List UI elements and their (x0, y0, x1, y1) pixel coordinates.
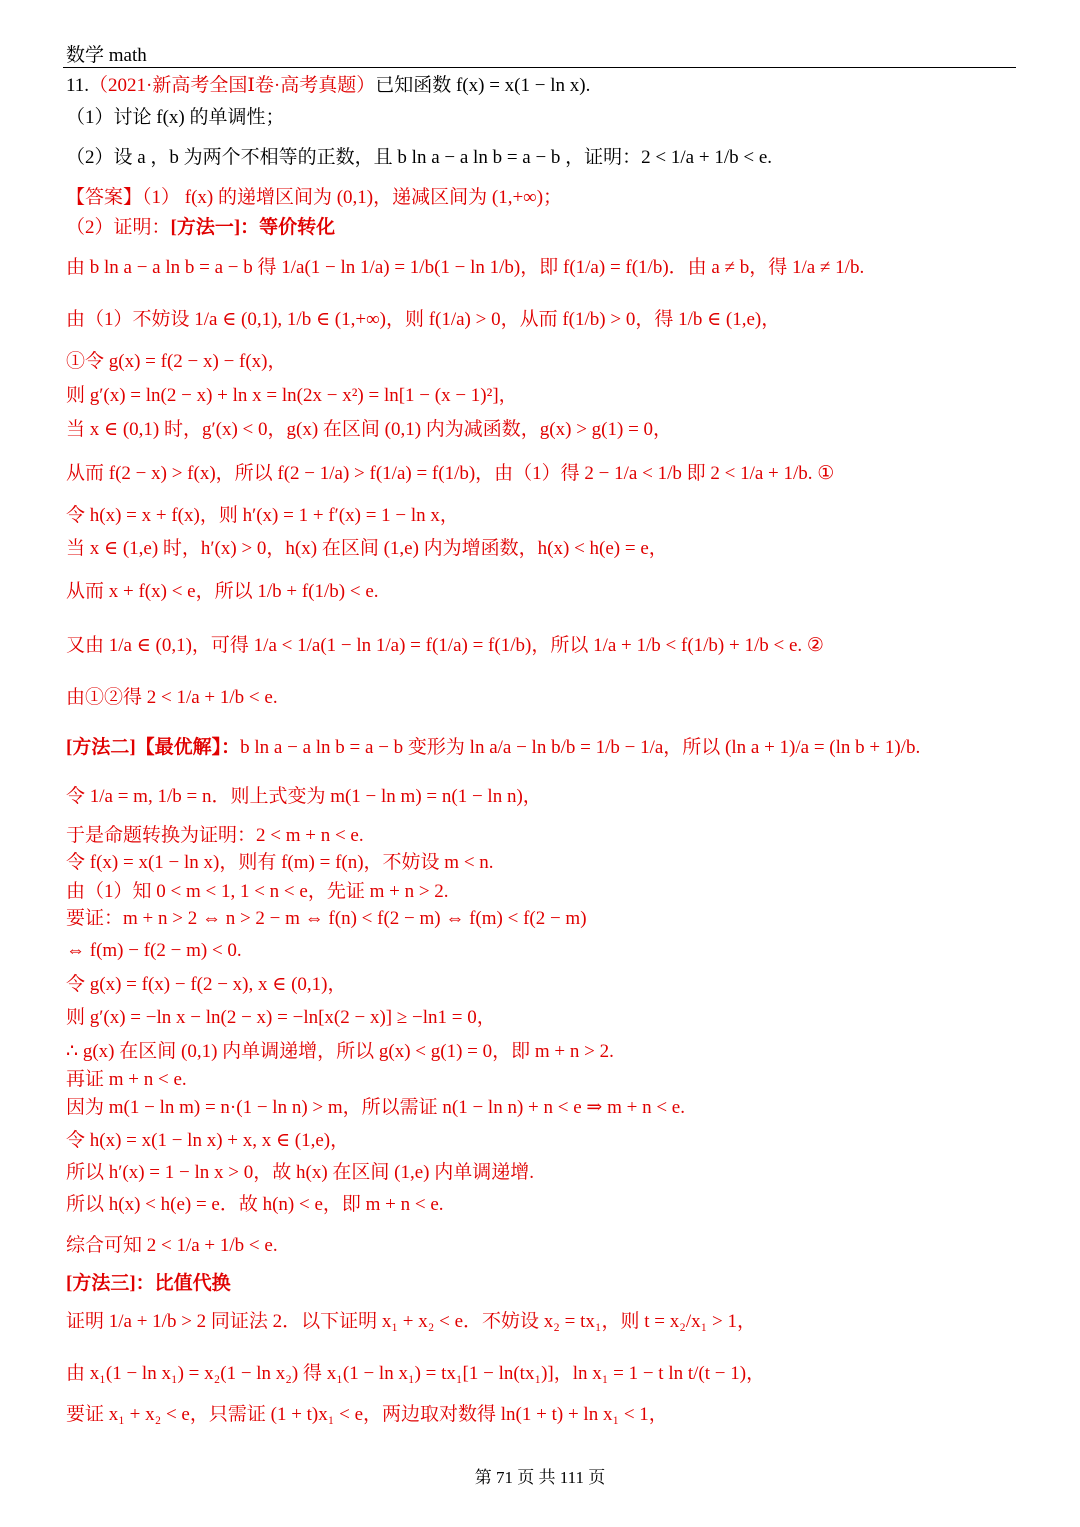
text-segment: （2021·新高考全国Ⅰ卷·高考真题） (89, 75, 376, 96)
text-line (66, 939, 242, 963)
text-line (66, 146, 772, 170)
text-line (66, 1096, 685, 1120)
text-line (66, 1362, 765, 1386)
text-line (66, 1403, 668, 1427)
text-line (66, 973, 346, 997)
text-segment: 则 g′(x) = −ln x − ln(2 − x) = −ln[x(2 − x)] ≥ −ln1 = 0， (66, 1007, 496, 1028)
text-line (66, 186, 562, 210)
text-line (66, 537, 668, 561)
text-line (66, 1006, 496, 1030)
text-segment: 由 b ln a − a ln b = a − b 得 1/a(1 − ln 1/a) = 1/b(1 − ln 1/b)，即 f(1/a) = f(1/b)．由 a ≠ b，得 1/a ≠ 1/b. (66, 257, 865, 278)
text-segment: ①令 g(x) = f(2 − x) − f(x)， (66, 351, 287, 372)
text-line (66, 1272, 231, 1296)
text-line (66, 350, 287, 374)
text-line (66, 216, 335, 240)
text-segment: 所以 h′(x) = 1 − ln x > 0，故 h(x) 在区间 (1,e) 内单调递增. (66, 1162, 534, 1183)
text-segment: 11. (66, 75, 90, 96)
text-line (66, 256, 864, 280)
text-line (66, 1040, 614, 1064)
text-line (66, 686, 278, 710)
text-line (66, 1234, 278, 1258)
text-segment: 从而 f(2 − x) > f(x)，所以 f(2 − 1/a) > f(1/a) = f(1/b)，由（1）得 2 − 1/a < 1/b 即 2 < 1/a + 1/b. ① (66, 463, 835, 484)
text-segment: 令 1/a = m, 1/b = n．则上式变为 m(1 − ln m) = n(1 − ln n)， (66, 786, 542, 807)
text-line (66, 736, 920, 760)
text-segment: 所以 h(x) < h(e) = e．故 h(n) < e，即 m + n < e. (66, 1194, 444, 1215)
text-line (66, 1193, 444, 1217)
text-line (66, 634, 824, 658)
text-segment: 令 g(x) = f(x) − f(2 − x), x ∈ (0,1)， (66, 974, 347, 995)
text-segment: 当 x ∈ (0,1) 时，g′(x) < 0，g(x) 在区间 (0,1) 内为减函数，g(x) > g(1) = 0， (66, 419, 673, 440)
text-segment: 令 h(x) = x + f(x)，则 h′(x) = 1 + f′(x) = 1 − ln x， (66, 505, 459, 526)
text-segment: 则 g′(x) = ln(2 − x) + ln x = ln(2x − x²) = ln[1 − (x − 1)²]， (66, 385, 518, 406)
text-line (66, 1161, 534, 1185)
text-line (66, 384, 518, 408)
text-segment: （2）设 a ，b 为两个不相等的正数，且 b ln a − a ln b = a − b ，证明：2 < 1/a + 1/b < e. (66, 147, 773, 168)
text-segment: 令 h(x) = x(1 − ln x) + x, x ∈ (1,e)， (66, 1130, 350, 1151)
text-line (66, 880, 449, 904)
text-line (66, 824, 364, 848)
text-segment: 证明 1/a + 1/b > 2 同证法 2．以下证明 x₁ + x₂ < e．不妨设 x₂ = tx₁，则 t = x₂/x₁ > 1， (66, 1311, 757, 1332)
text-segment: 由①②得 2 < 1/a + 1/b < e. (66, 687, 278, 708)
text-segment: 于是命题转换为证明：2 < m + n < e. (66, 825, 364, 846)
text-segment: 综合可知 2 < 1/a + 1/b < e. (66, 1235, 278, 1256)
text-segment: 从而 x + f(x) < e，所以 1/b + f(1/b) < e. (66, 581, 379, 602)
text-segment: 要证：m + n > 2 ⇔ n > 2 − m ⇔ f(n) < f(2 − m) ⇔ f(m) < f(2 − m) (66, 908, 587, 929)
text-segment: ∴ g(x) 在区间 (0,1) 内单调递增，所以 g(x) < g(1) = 0，即 m + n > 2. (66, 1041, 614, 1062)
text-segment: 由 x₁(1 − ln x₁) = x₂(1 − ln x₂) 得 x₁(1 − ln x₁) = tx₁[1 − ln(tx₁)]，ln x₁ = 1 − t ln t/(t − 1)， (66, 1363, 766, 1384)
text-segment: 因为 m(1 − ln m) = n·(1 − ln n) > m，所以需证 n(1 − ln n) + n < e ⇒ m + n < e. (66, 1097, 685, 1118)
text-segment: 由（1）知 0 < m < 1, 1 < n < e，先证 m + n > 2. (66, 881, 449, 902)
text-segment: （2）证明： (66, 217, 171, 238)
text-line (66, 1068, 187, 1092)
text-segment: 已知函数 f(x) = x(1 − ln x). (375, 75, 591, 96)
text-line (66, 785, 542, 809)
header-rule (63, 67, 1016, 68)
text-segment: 又由 1/a ∈ (0,1)，可得 1/a < 1/a(1 − ln 1/a) = f(1/a) = f(1/b)，所以 1/a + 1/b < f(1/b) + 1/b < e. ② (66, 635, 824, 656)
text-line (66, 1310, 756, 1334)
text-line (66, 308, 780, 332)
text-segment: [方法一]：等价转化 (170, 217, 336, 238)
text-line (66, 74, 590, 98)
text-segment: [方法三]：比值代换 (66, 1273, 231, 1294)
text-segment: 令 f(x) = x(1 − ln x)，则有 f(m) = f(n)，不妨设 m < n. (66, 852, 494, 873)
text-line (66, 1129, 349, 1153)
text-line (66, 907, 587, 931)
text-segment: 由（1）不妨设 1/a ∈ (0,1), 1/b ∈ (1,+∞)，则 f(1/a) > 0，从而 f(1/b) > 0，得 1/b ∈ (1,e)， (66, 309, 781, 330)
text-segment: 当 x ∈ (1,e) 时，h′(x) > 0，h(x) 在区间 (1,e) 内为增函数，h(x) < h(e) = e， (66, 538, 668, 559)
page-header: 数学 math (66, 45, 147, 66)
text-line (66, 851, 494, 875)
text-line (66, 418, 672, 442)
text-line (66, 106, 284, 130)
text-segment: 【答案】（1） f(x) 的递增区间为 (0,1)，递减区间为 (1,+∞)； (66, 187, 563, 208)
text-segment: ⇔ f(m) − f(2 − m) < 0. (66, 940, 242, 961)
page-footer: 第 71 页 共 111 页 (474, 1468, 606, 1487)
text-line (66, 504, 459, 528)
text-segment: （1）讨论 f(x) 的单调性； (66, 107, 285, 128)
text-segment: b ln a − a ln b = a − b 变形为 ln a/a − ln b/b = 1/b − 1/a，所以 (ln a + 1)/a = (ln b + 1)/b. (240, 737, 921, 758)
text-line (66, 580, 379, 604)
text-segment: 再证 m + n < e. (66, 1069, 187, 1090)
text-segment: [方法二]【最优解】： (66, 737, 241, 758)
text-segment: 要证 x₁ + x₂ < e，只需证 (1 + t)x₁ < e，两边取对数得 ln(1 + t) + ln x₁ < 1， (66, 1404, 668, 1425)
text-line (66, 462, 834, 486)
